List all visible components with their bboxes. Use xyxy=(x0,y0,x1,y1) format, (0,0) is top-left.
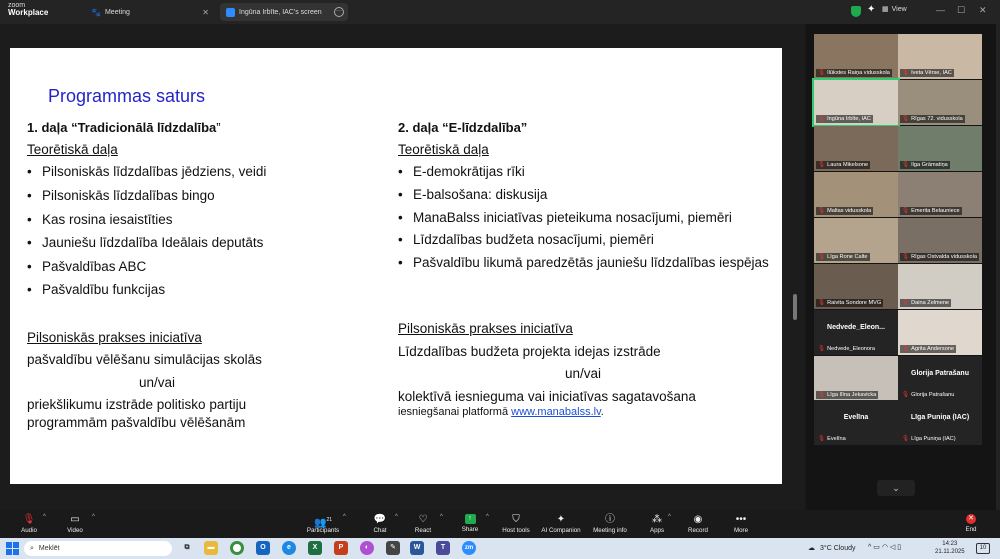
close-icon[interactable]: ✕ xyxy=(202,7,209,17)
record-label: Record xyxy=(688,527,708,534)
participant-tile[interactable] xyxy=(898,310,982,355)
teams-icon[interactable]: T xyxy=(436,541,450,555)
battery-icon: ▯ xyxy=(897,544,902,551)
part2-practice-line1: Līdzdalības budžeta projekta idejas izstrāde xyxy=(398,343,661,359)
end-button[interactable] xyxy=(946,514,996,533)
edge-icon[interactable]: e xyxy=(282,541,296,555)
close-icon: ✕ xyxy=(966,514,976,524)
participant-tile[interactable] xyxy=(898,356,982,401)
chevron-up-icon[interactable]: ^ xyxy=(395,514,398,520)
chrome-icon[interactable] xyxy=(230,541,244,555)
part2-theory-heading: Teorētiskā daļa xyxy=(398,141,489,157)
part2-or: un/vai xyxy=(564,366,602,382)
chevron-up-icon: ^ xyxy=(868,544,872,551)
shield-icon[interactable] xyxy=(851,6,861,17)
record-icon: ◉ xyxy=(693,514,703,525)
tab-screen-label: Ingūna Irbīte, IAC's screen xyxy=(239,8,322,16)
chevron-up-icon[interactable]: ^ xyxy=(343,514,346,520)
chevron-up-icon[interactable]: ^ xyxy=(668,514,671,520)
part1-practice-line2: priekšlikumu izstrāde politisko partiju programmām pašvaldību vēlēšanām xyxy=(27,397,247,430)
wifi-icon: ◠ xyxy=(881,544,888,551)
windows-start-icon[interactable] xyxy=(6,542,19,555)
audio-label: Audio xyxy=(21,527,37,534)
participant-tile[interactable] xyxy=(814,34,898,79)
participant-name-text: Agrita Andersone xyxy=(911,346,955,352)
chevron-up-icon[interactable]: ^ xyxy=(486,514,489,520)
end-label: End xyxy=(965,526,977,533)
list-item: • Pašvaldību funkcijas xyxy=(27,281,377,299)
part2-practice-heading: Pilsoniskās prakses iniciatīva xyxy=(398,321,573,337)
mic-muted-icon: 🎙 xyxy=(818,346,826,352)
zoom-icon[interactable]: zm xyxy=(462,541,476,555)
apps-label: Apps xyxy=(649,527,665,534)
more-label: More xyxy=(733,527,749,534)
part2-column xyxy=(398,120,778,420)
part2-practice-line2: kolektīvā iesnieguma vai iniciatīvas sagatavošana xyxy=(398,388,696,404)
tab-meeting-label: Meeting xyxy=(104,8,130,16)
participant-name-text: Maltas vidusskola xyxy=(827,208,872,214)
part1-theory-heading: Teorētiskā daļa xyxy=(27,141,118,157)
host-tools-button[interactable] xyxy=(491,514,541,534)
shield-icon: ⛉ xyxy=(512,514,520,525)
participant-name-text: Rīgas Ostvalda vidusskola xyxy=(911,254,978,260)
participants-label: Participants xyxy=(306,527,340,534)
mic-muted-icon: 🎙 xyxy=(818,392,826,398)
mic-muted-icon: 🎙 xyxy=(902,162,910,168)
part1-title xyxy=(27,120,377,137)
part1-column xyxy=(27,120,377,431)
paint-icon[interactable]: ✎ xyxy=(386,541,400,555)
participant-name xyxy=(816,207,873,215)
powerpoint-icon[interactable]: P xyxy=(334,541,348,555)
participant-name-text: Līga Ilīna Jekavicka xyxy=(827,392,877,398)
participant-name xyxy=(900,69,954,77)
part1-practice-line1: pašvaldību vēlēšanu simulācijas skolās xyxy=(27,352,262,368)
mic-muted-icon: 🎙 xyxy=(818,208,826,214)
participant-name-text: Laura Mikelsone xyxy=(827,162,869,168)
mic-muted-icon: 🎙 xyxy=(902,436,910,442)
mic-muted-icon: 🎙 xyxy=(902,392,910,398)
participant-tile[interactable] xyxy=(814,80,898,125)
mic-muted-icon: 🎙 xyxy=(818,162,826,168)
mic-muted-icon: 🎙 xyxy=(902,254,910,260)
shared-screen xyxy=(0,24,804,510)
part2-list xyxy=(398,163,778,271)
participant-name-text: Raivita Sondore MVG xyxy=(827,300,882,306)
more-icon[interactable]: ··· xyxy=(334,7,344,17)
grid-icon: ▦ xyxy=(882,6,889,13)
participant-name xyxy=(816,345,877,353)
list-item: • E-balsošana: diskusija xyxy=(398,186,778,204)
view-label: View xyxy=(891,5,907,13)
maximize-icon[interactable]: ☐ xyxy=(957,5,966,15)
participants-count: 21 xyxy=(326,517,332,523)
mic-muted-icon: 🎙 xyxy=(22,514,36,525)
video-label: Video xyxy=(67,527,83,534)
part2-title: 2. daļa “E-līdzdalība” xyxy=(398,120,528,135)
screen-share-icon xyxy=(226,8,235,17)
mic-muted-icon: 🎙 xyxy=(902,70,910,76)
participant-tile[interactable] xyxy=(814,310,898,355)
people-icon: 👥$^{21}$ xyxy=(313,517,332,529)
participant-tile[interactable] xyxy=(898,80,982,125)
close-window-icon[interactable]: ✕ xyxy=(979,5,987,15)
word-icon[interactable]: W xyxy=(410,541,424,555)
participant-name xyxy=(900,115,965,123)
taskbar-search[interactable] xyxy=(24,541,172,556)
part1-title-text: 1. daļa “Tradicionālā līdzdalība xyxy=(27,120,217,135)
list-item: • Pilsoniskās līdzdalības bingo xyxy=(27,187,377,205)
info-icon: ⓘ xyxy=(605,514,615,525)
participant-tile[interactable] xyxy=(898,400,982,445)
more-button[interactable] xyxy=(716,514,766,534)
weather-label: 3°C Cloudy xyxy=(820,544,856,552)
mic-muted-icon: 🎙 xyxy=(902,208,910,214)
scrollbar[interactable] xyxy=(996,24,1000,510)
ai-companion-button[interactable] xyxy=(536,514,586,534)
part1-title-end: ” xyxy=(216,120,221,135)
weather-widget[interactable] xyxy=(808,544,855,552)
ai-companion-label: AI Companion xyxy=(541,527,581,534)
participant-name-text: Glorija Patrašanu xyxy=(911,392,955,398)
view-button[interactable] xyxy=(882,5,907,13)
participant-tile[interactable] xyxy=(898,264,982,309)
participant-name xyxy=(816,435,848,443)
mic-muted-icon: 🎙 xyxy=(902,346,910,352)
meeting-toolbar xyxy=(0,510,1000,538)
chevron-down-icon[interactable]: ⌄ xyxy=(877,480,915,496)
list-item: • Pilsoniskās līdzdalības jēdziens, veidi xyxy=(27,163,377,181)
participant-name-text: Līga Puniņa (IAC) xyxy=(911,436,956,442)
list-item: • E-demokrātijas rīki xyxy=(398,163,778,181)
list-item: • Līdzdalības budžeta nosacījumi, piemēri xyxy=(398,231,778,249)
participant-name xyxy=(816,161,870,169)
list-item: • Pašvaldību likumā paredzētās jauniešu līdzdalības iespējas xyxy=(398,254,778,272)
participant-tile[interactable] xyxy=(814,126,898,171)
react-label: React xyxy=(414,527,432,534)
line3-suffix: . xyxy=(600,406,604,419)
meeting-info-button[interactable] xyxy=(585,514,635,534)
mic-muted-icon: 🎙 xyxy=(818,300,826,306)
participant-name xyxy=(900,345,956,353)
list-item: • Pašvaldības ABC xyxy=(27,258,377,276)
mic-muted-icon: 🎙 xyxy=(902,300,910,306)
clock[interactable] xyxy=(935,540,965,556)
slide-title: Programmas saturs xyxy=(48,86,206,106)
participant-gallery xyxy=(806,24,1000,510)
participant-name xyxy=(900,391,956,399)
participant-name xyxy=(816,391,878,399)
mic-muted-icon: 🎙 xyxy=(902,116,910,122)
participant-name xyxy=(900,207,962,215)
chevron-up-icon[interactable]: ^ xyxy=(440,514,443,520)
meeting-info-label: Meeting info xyxy=(593,527,627,534)
sparkle-icon[interactable]: ✦ xyxy=(867,4,876,15)
participant-display-name: Nedvede_Eleon... xyxy=(827,324,885,331)
host-tools-label: Host tools xyxy=(502,527,530,534)
speaker-icon: ◁ xyxy=(889,544,896,551)
participant-display-name: Līga Puniņa (IAC) xyxy=(910,414,970,421)
participant-name xyxy=(816,253,870,261)
participant-name xyxy=(900,299,951,307)
participant-name xyxy=(816,69,892,77)
minimize-icon[interactable]: — xyxy=(936,5,945,15)
excel-icon[interactable]: X xyxy=(308,541,322,555)
os-taskbar xyxy=(0,538,1000,559)
participant-tile[interactable] xyxy=(814,172,898,217)
clock-date: 21.11.2025 xyxy=(935,549,965,555)
copilot-icon[interactable]: ◐ xyxy=(360,541,374,555)
system-tray[interactable] xyxy=(868,543,901,551)
mic-muted-icon: 🎙 xyxy=(818,70,826,76)
split-view-handle[interactable] xyxy=(793,294,797,320)
participant-tile[interactable] xyxy=(898,172,982,217)
participant-name-text: Iveta Vērse, IAC xyxy=(911,70,952,76)
title-bar xyxy=(0,0,1000,24)
mic-muted-icon: 🎙 xyxy=(818,116,826,122)
paw-icon: 🐾 xyxy=(91,7,101,17)
participant-name-text: Evelīna xyxy=(827,436,846,442)
list-item: • Kas rosina iesaistīties xyxy=(27,211,377,229)
slide xyxy=(10,48,782,484)
participant-tile[interactable] xyxy=(814,264,898,309)
sparkle-icon: ✦ xyxy=(556,514,566,525)
participant-name-text: Ilūkstes Raiņa vidusskola xyxy=(827,70,890,76)
participant-name xyxy=(816,299,883,307)
manabalss-link[interactable]: www.manabalss.lv xyxy=(511,406,601,419)
part1-practice-heading: Pilsoniskās prakses iniciatīva xyxy=(27,329,202,345)
line3-prefix: iesniegšanai platformā xyxy=(398,406,512,419)
participant-name xyxy=(900,435,958,443)
participant-name-text: Ilga Grāmatiņa xyxy=(911,162,948,168)
participant-display-name: Glorija Patrašanu xyxy=(911,370,969,377)
part1-list xyxy=(27,163,377,298)
file-explorer-icon[interactable]: ▬ xyxy=(204,541,218,555)
mic-muted-icon: 🎙 xyxy=(818,254,826,260)
participant-display-name: Evelīna xyxy=(843,414,869,421)
participant-tile[interactable] xyxy=(898,126,982,171)
participant-name xyxy=(900,161,950,169)
share-label: Share xyxy=(461,526,479,533)
chevron-up-icon[interactable]: ^ xyxy=(92,514,95,520)
tab-shared-screen[interactable] xyxy=(220,3,348,21)
cloud-icon: ☁ xyxy=(808,545,815,552)
participant-name-text: Ingūna Irbīte, IAC xyxy=(827,116,871,122)
brand-bottom: Workplace xyxy=(8,8,49,17)
network-icon: ▭ xyxy=(873,544,880,551)
participant-name-text: Emerita Belauniece xyxy=(911,208,960,214)
clock-time: 14:23 xyxy=(942,541,958,547)
share-arrow-icon: ↑ xyxy=(465,514,476,524)
participant-tile[interactable] xyxy=(814,356,898,401)
part2-practice-line3 xyxy=(398,405,778,419)
chat-label: Chat xyxy=(373,527,387,534)
participant-tile[interactable] xyxy=(898,218,982,263)
apps-icon: ⁂ xyxy=(652,514,662,525)
zoom-logo xyxy=(8,2,48,16)
participant-name xyxy=(900,253,979,261)
chat-icon: 💬 xyxy=(373,514,387,525)
brand-top: zoom xyxy=(8,2,26,9)
participants-button[interactable] xyxy=(298,514,348,534)
notification-badge[interactable]: 10 xyxy=(976,543,990,554)
mic-muted-icon: 🎙 xyxy=(818,436,826,442)
camera-icon: ▭ xyxy=(70,514,80,525)
chevron-up-icon[interactable]: ^ xyxy=(43,514,46,520)
task-view-icon[interactable]: ⧉ xyxy=(184,544,190,551)
search-icon: ⌕ xyxy=(30,544,34,552)
outlook-icon[interactable]: O xyxy=(256,541,270,555)
participant-name-text: Nedvede_Eleonora xyxy=(827,346,876,352)
list-item: • Jauniešu līdzdalība Ideālais deputāts xyxy=(27,234,377,252)
participant-name xyxy=(816,115,873,123)
participant-name-text: Līga Rone Calte xyxy=(827,254,868,260)
participant-name-text: Daina Zelmene xyxy=(911,300,950,306)
more-icon: ••• xyxy=(735,514,747,525)
participant-name-text: Rīgas 72. vidusskola xyxy=(911,116,963,122)
participant-tile[interactable] xyxy=(814,218,898,263)
heart-icon: ♡ xyxy=(418,514,428,525)
audio-button[interactable] xyxy=(4,514,54,534)
taskbar-search-label: Meklēt xyxy=(38,545,60,552)
tab-meeting[interactable] xyxy=(85,3,215,21)
participant-tile[interactable] xyxy=(814,400,898,445)
part1-or: un/vai xyxy=(138,374,176,390)
list-item: • ManaBalss iniciatīvas pieteikuma nosacījumi, piemēri xyxy=(398,209,778,227)
participant-tile[interactable] xyxy=(898,34,982,79)
